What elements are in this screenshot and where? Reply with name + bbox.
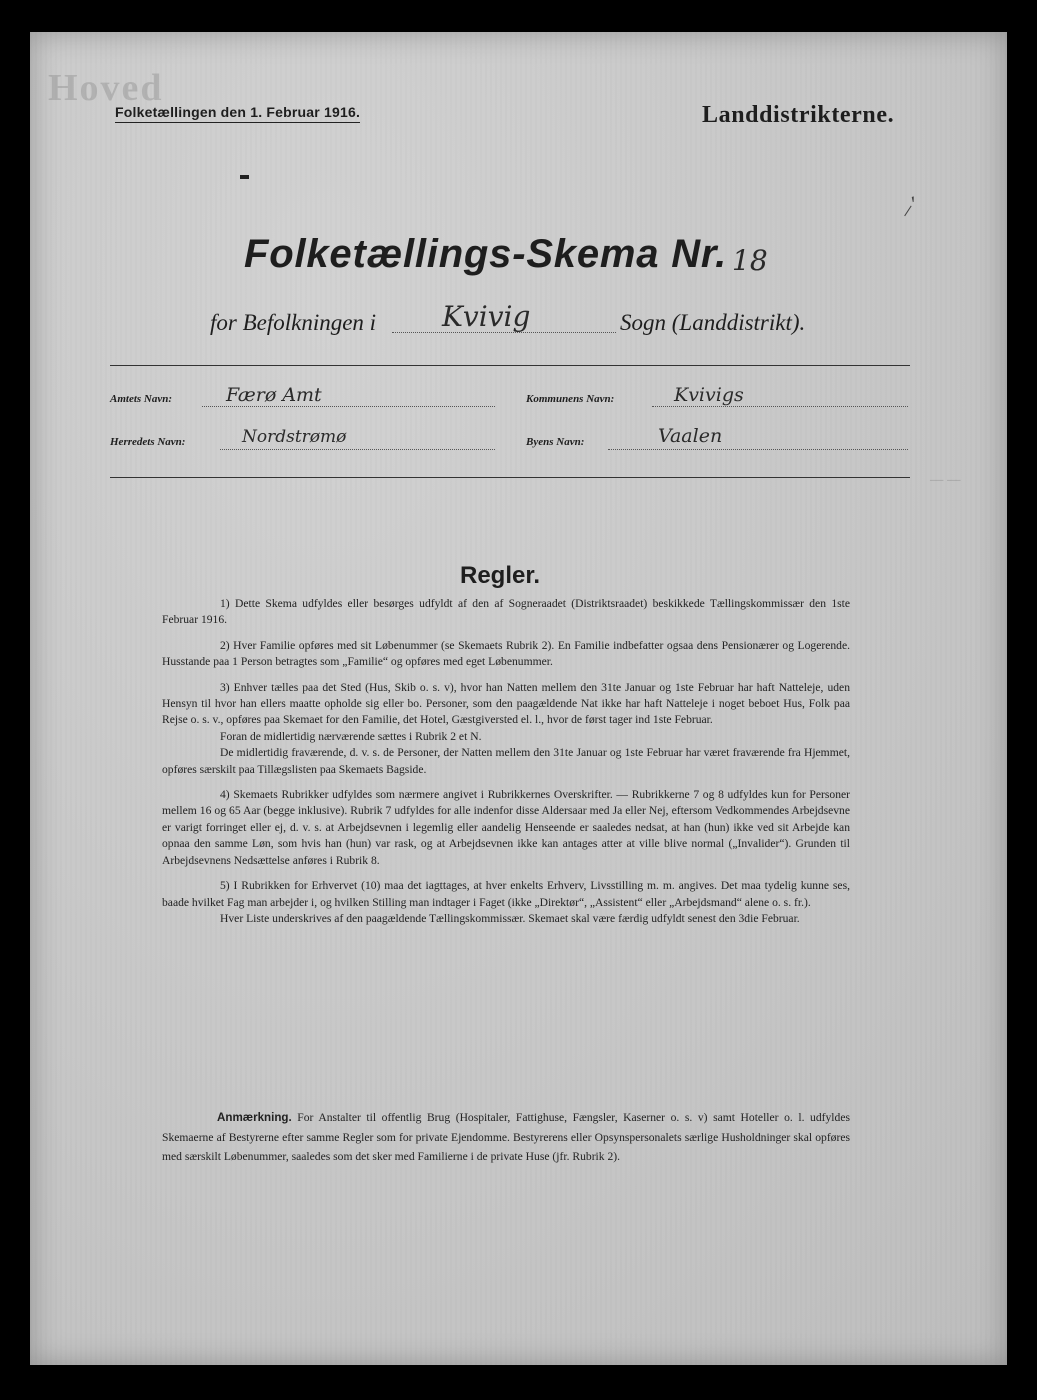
rule-3: 3) Enhver tælles paa det Sted (Hus, Skib o. s. v), hvor han Natten mellem den 31te Januar og 1ste Februar har haft Natteleje, uden Hensyn til hvor han ellers maatte opholde sig eller bo. Personer, som den paagældende Nat ikke har haft Natteleje i noget beboet Hus, Folk paa Rejse o. s. v., opføres paa Skemaet for den Familie, det Hotel, Gæstgiversted el. l., hvor de først tager ind 1ste Februar. — [162, 680, 850, 727]
form-number: 18 — [732, 244, 768, 277]
district-type-header: Landdistrikterne. — [702, 102, 895, 128]
kommune-value: Kvivigs — [674, 384, 744, 406]
rule-4: 4) Skemaets Rubrikker udfyldes som nærmere angivet i Rubrikkernes Overskrifter. — Rubrikkerne 7 og 8 udfyldes kun for Personer mellem 16 og 65 Aar (begge inklusive). Rubrik 7 udfyldes for alle indenfor disse Aldersaar med Ja eller Nej, eftersom Vedkommendes Arbejdsevne er varigt forringet eller ej, d. v. s. at Arbejdsevnen i legemlig eller aandelig Henseende er saaledes nedsat, at han (hun) ikke ved sit Arbejde kan opnaa den samme Løn, som hvis han (hun) var rask, og at Arbejdsevnen ikke kan antages atter at ville blive normal („Invalider“). Grunden til Arbejdsevnens Nedsættelse anføres i Rubrik 8. — [162, 788, 850, 867]
note-lead: Anmærkning. — [217, 1111, 292, 1124]
rule-5: 5) I Rubrikken for Erhvervet (10) maa det iagttages, at hver enkelts Erhverv, Livsstilling m. m. angives. Det maa tydelig kunne ses, baade hvilket Fag man arbejder i, og hvilken Stilling man indtager i Faget (ikke „Direktør“, „Assistent“ eller „Arbejdsmand“ alene o. s. fr.). — [162, 879, 850, 909]
pencil-check-mark-icon: ⸝′ — [896, 191, 920, 220]
by-label: Byens Navn: — [526, 436, 585, 448]
parish-name: Kvivig — [442, 300, 531, 333]
bleed-through-stamp: Hoved — [48, 67, 164, 109]
herred-value: Nordstrømø — [242, 427, 347, 447]
divider-top — [110, 365, 910, 366]
herred-label: Herredets Navn: — [110, 436, 186, 448]
kommune-dotted-line — [652, 406, 908, 407]
rules-text — [162, 596, 850, 936]
form-title: Folketællings-Skema Nr. — [244, 232, 727, 276]
rules-heading: Regler. — [460, 562, 541, 589]
by-value: Vaalen — [658, 425, 723, 447]
herred-dotted-line — [220, 449, 495, 450]
for-line-prefix: for Befolkningen i — [210, 310, 377, 335]
census-form-page — [30, 32, 1007, 1365]
rule-1: 1) Dette Skema udfyldes eller besørges udfyldt af den af Sogneraadet (Distriktsraadet) beskikkede Tællingskommissær den 1ste Februar 1916. — [162, 597, 850, 627]
census-date-header: Folketællingen den 1. Februar 1916. — [115, 104, 360, 123]
note-text: For Anstalter til offentlig Brug (Hospitaler, Fattighuse, Fængsler, Kaserner o. s. v) samt Hoteller o. l. udfyldes Skemaerne af Bestyrerne efter samme Regler som for private Ejendomme. Bestyrerens eller Opsynspersonalets særlige Husholdninger skal opføres med særskilt Løbenummer, saaledes som det sker med Familierne i de private Huse (jfr. Rubrik 2). — [162, 1111, 850, 1163]
bleed-through-marks: — — — [930, 472, 961, 488]
amt-dotted-line — [202, 406, 495, 407]
amt-label: Amtets Navn: — [110, 393, 173, 405]
annotation-note — [162, 1108, 850, 1167]
rule-3-present: Foran de midlertidig nærværende sættes i Rubrik 2 et N. — [220, 729, 482, 743]
kommune-label: Kommunens Navn: — [526, 393, 615, 405]
rule-2: 2) Hver Familie opføres med sit Løbenummer (se Skemaets Rubrik 2). En Familie indbefatter ogsaa dens Pensionærer og Logerende. Husstande paa 1 Person betragtes som „Familie“ og opføres med eget Løbenummer. — [162, 638, 850, 669]
rule-3-absent: De midlertidig fraværende, d. v. s. de Personer, der Natten mellem den 31te Januar og 1ste Februar har været fraværende fra Hjemmet, opføres særskilt paa Tillægslisten paa Skemaets Bagside. — [162, 746, 850, 776]
divider-bottom — [110, 477, 910, 478]
ink-dash-mark — [240, 175, 249, 179]
rule-5-signature: Hver Liste underskrives af den paagældende Tællingskommissær. Skemaet skal være færdig udfyldt senest den 3die Februar. — [220, 911, 800, 925]
by-dotted-line — [608, 449, 908, 450]
amt-value: Færø Amt — [226, 384, 322, 406]
for-line-suffix: Sogn (Landdistrikt). — [620, 310, 806, 335]
